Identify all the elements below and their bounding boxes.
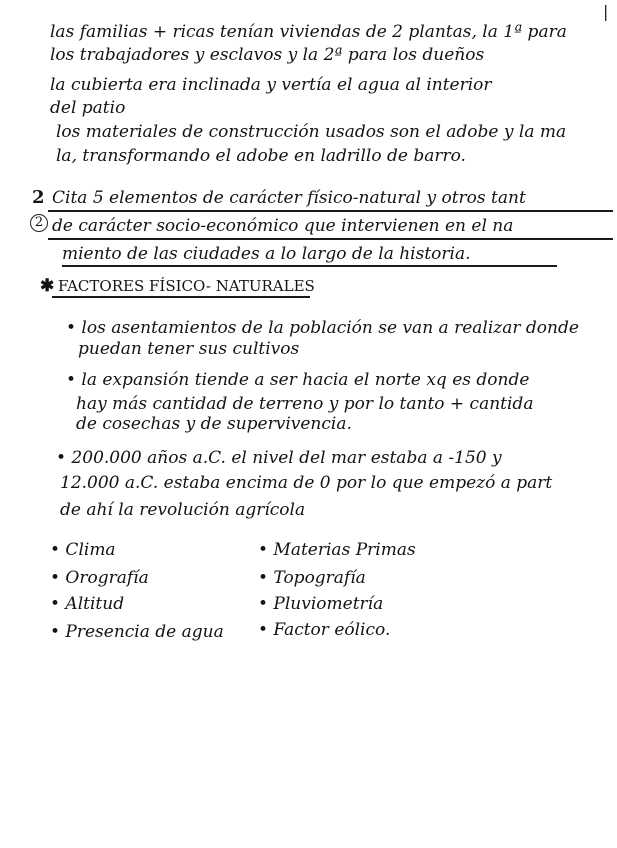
question-line: Cita 5 elementos de carácter físico-natural y otros tant: [52, 188, 526, 208]
bullet-line: • los asentamientos de la población se van a realizar donde: [66, 318, 579, 338]
text-line: la cubierta era inclinada y vertía el agua al interior: [50, 75, 492, 95]
section-heading: FACTORES FÍSICO- NATURALES: [58, 277, 315, 295]
asterisk-icon: ✱: [40, 276, 55, 296]
text-line: la, transformando el adobe en ladrillo de barro.: [56, 146, 466, 166]
underline: [48, 210, 613, 212]
question-number-circled-small: 2: [30, 214, 48, 232]
heading-underline: [52, 296, 310, 298]
bullet-line: puedan tener sus cultivos: [78, 339, 300, 359]
underline: [48, 238, 613, 240]
bullet-line: hay más cantidad de terreno y por lo tanto + cantida: [76, 394, 534, 414]
factor-item: • Factor eólico.: [258, 620, 391, 640]
text-line: del patio: [50, 98, 126, 118]
factor-item: • Clima: [50, 540, 116, 560]
factor-item: • Topografía: [258, 568, 366, 588]
text-line: los materiales de construcción usados son el adobe y la ma: [56, 122, 567, 142]
question-line: de carácter socio-económico que intervienen en el na: [52, 216, 514, 236]
factor-item: • Pluviometría: [258, 594, 384, 614]
question-number-circled: 2: [32, 187, 45, 208]
bullet-line: 12.000 a.C. estaba encima de 0 por lo que empezó a part: [60, 473, 553, 493]
text-line: los trabajadores y esclavos y la 2ª para los dueños: [50, 45, 485, 65]
page-corner-mark: |: [603, 2, 609, 21]
factor-item: • Orografía: [50, 568, 149, 588]
text-line: las familias + ricas tenían viviendas de 2 plantas, la 1ª para: [50, 22, 567, 42]
bullet-line: de cosechas y de supervivencia.: [76, 414, 352, 434]
factor-item: • Altitud: [50, 594, 125, 614]
bullet-line: de ahí la revolución agrícola: [60, 500, 306, 520]
question-line: miento de las ciudades a lo largo de la historia.: [62, 244, 471, 264]
factor-item: • Presencia de agua: [50, 622, 224, 642]
bullet-line: • la expansión tiende a ser hacia el norte xq es donde: [66, 370, 530, 390]
factor-item: • Materias Primas: [258, 540, 416, 560]
bullet-line: • 200.000 años a.C. el nivel del mar estaba a -150 y: [56, 448, 502, 468]
underline: [62, 265, 557, 267]
